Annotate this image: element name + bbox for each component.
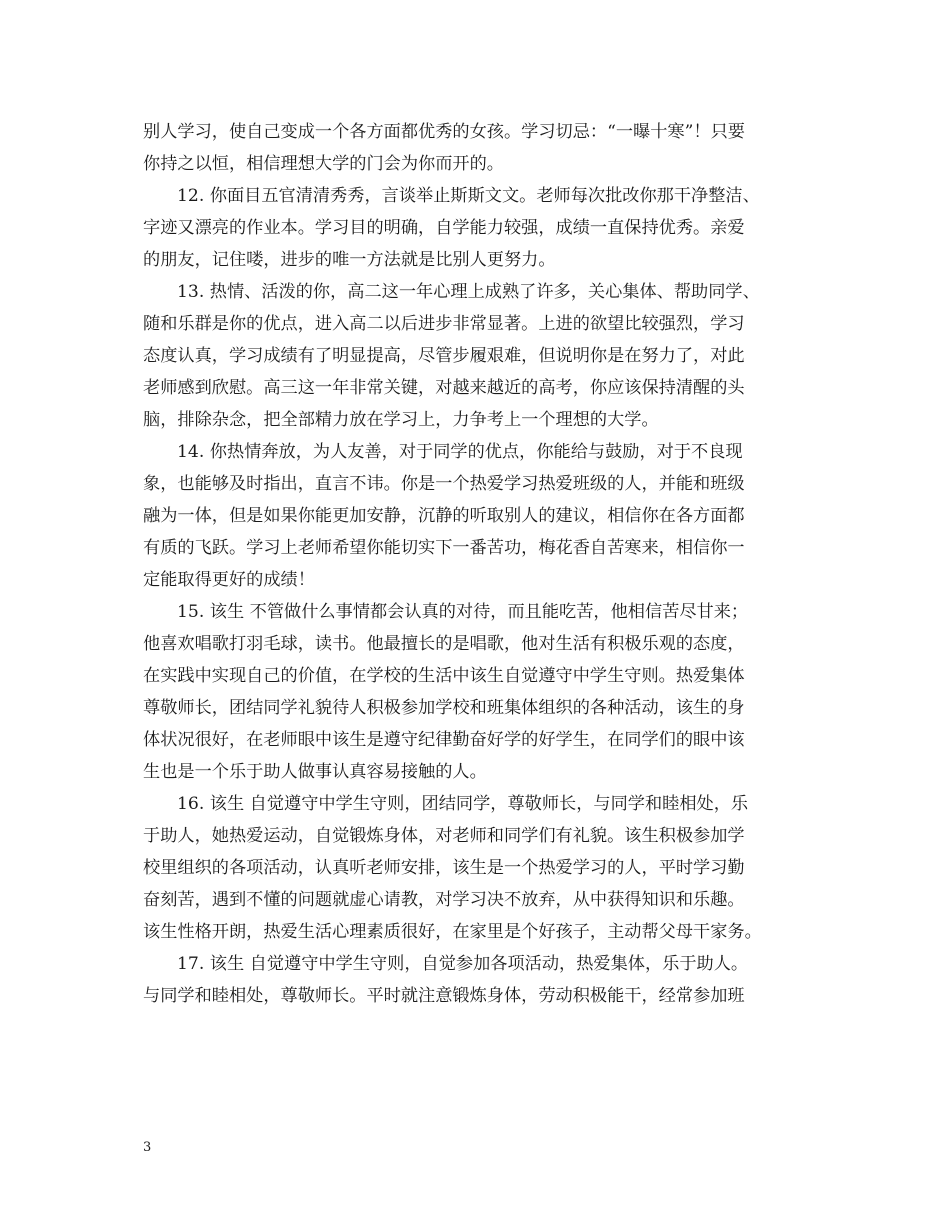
body-text bbox=[143, 116, 823, 1012]
text-line: 态度认真，学习成绩有了明显提高，尽管步履艰难，但说明你是在努力了，对此 bbox=[143, 346, 745, 366]
text-line: 尊敬师长，团结同学礼貌待人积极参加学校和班集体组织的各种活动，该生的身 bbox=[143, 698, 745, 718]
text-line: 该生性格开朗，热爱生活心理素质很好，在家里是个好孩子，主动帮父母干家务。 bbox=[143, 922, 762, 942]
text-line: 奋刻苦，遇到不懂的问题就虚心请教，对学习决不放弃，从中获得知识和乐趣。 bbox=[143, 890, 745, 910]
paragraph-start-line: 15. 该生 不管做什么事情都会认真的对待，而且能吃苦，他相信苦尽甘来； bbox=[177, 602, 749, 622]
text-line: 的朋友，记住喽，进步的唯一方法就是比别人更努力。 bbox=[143, 250, 556, 270]
text-line: 象，也能够及时指出，直言不讳。你是一个热爱学习热爱班级的人，并能和班级 bbox=[143, 474, 745, 494]
text-line: 老师感到欣慰。高三这一年非常关键，对越来越近的高考，你应该保持清醒的头 bbox=[143, 378, 745, 398]
text-line: 别人学习，使自己变成一个各方面都优秀的女孩。学习切忌：“一曝十寒”！只要 bbox=[143, 122, 745, 142]
text-line: 随和乐群是你的优点，进入高二以后进步非常显著。上进的欲望比较强烈，学习 bbox=[143, 314, 745, 334]
text-line: 与同学和睦相处，尊敬师长。平时就注意锻炼身体，劳动积极能干，经常参加班 bbox=[143, 986, 745, 1006]
paragraph-start-line: 13. 热情、活泼的你，高二这一年心理上成熟了许多，关心集体、帮助同学、 bbox=[177, 282, 760, 302]
text-line: 他喜欢唱歌打羽毛球，读书。他最擅长的是唱歌，他对生活有积极乐观的态度， bbox=[143, 634, 745, 654]
paragraph-start-line: 12. 你面目五官清清秀秀，言谈举止斯斯文文。老师每次批改你那干净整洁、 bbox=[177, 186, 760, 206]
text-line: 你持之以恒，相信理想大学的门会为你而开的。 bbox=[143, 154, 504, 174]
paragraph-start-line: 16. 该生 自觉遵守中学生守则，团结同学，尊敬师长，与同学和睦相处，乐 bbox=[177, 794, 749, 814]
text-line: 有质的飞跃。学习上老师希望你能切实下一番苦功，梅花香自苦寒来，相信你一 bbox=[143, 538, 745, 558]
text-line: 于助人，她热爱运动，自觉锻炼身体，对老师和同学们有礼貌。该生积极参加学 bbox=[143, 826, 745, 846]
page-number: 3 bbox=[143, 1140, 152, 1155]
text-line: 脑，排除杂念，把全部精力放在学习上，力争考上一个理想的大学。 bbox=[143, 410, 659, 430]
paragraph-start-line: 14. 你热情奔放，为人友善，对于同学的优点，你能给与鼓励，对于不良现 bbox=[177, 442, 743, 462]
text-line: 融为一体，但是如果你能更加安静，沉静的听取别人的建议，相信你在各方面都 bbox=[143, 506, 745, 526]
text-line: 校里组织的各项活动，认真听老师安排，该生是一个热爱学习的人，平时学习勤 bbox=[143, 858, 745, 878]
text-line: 定能取得更好的成绩！ bbox=[143, 570, 315, 590]
text-line: 体状况很好，在老师眼中该生是遵守纪律勤奋好学的好学生，在同学们的眼中该 bbox=[143, 730, 745, 750]
text-line: 生也是一个乐于助人做事认真容易接触的人。 bbox=[143, 762, 487, 782]
paragraph-start-line: 17. 该生 自觉遵守中学生守则，自觉参加各项活动，热爱集体，乐于助人。 bbox=[177, 954, 749, 974]
text-line: 字迹又漂亮的作业本。学习目的明确，自学能力较强，成绩一直保持优秀。亲爱 bbox=[143, 218, 745, 238]
text-line: 在实践中实现自己的价值，在学校的生活中该生自觉遵守中学生守则。热爱集体 bbox=[143, 666, 745, 686]
